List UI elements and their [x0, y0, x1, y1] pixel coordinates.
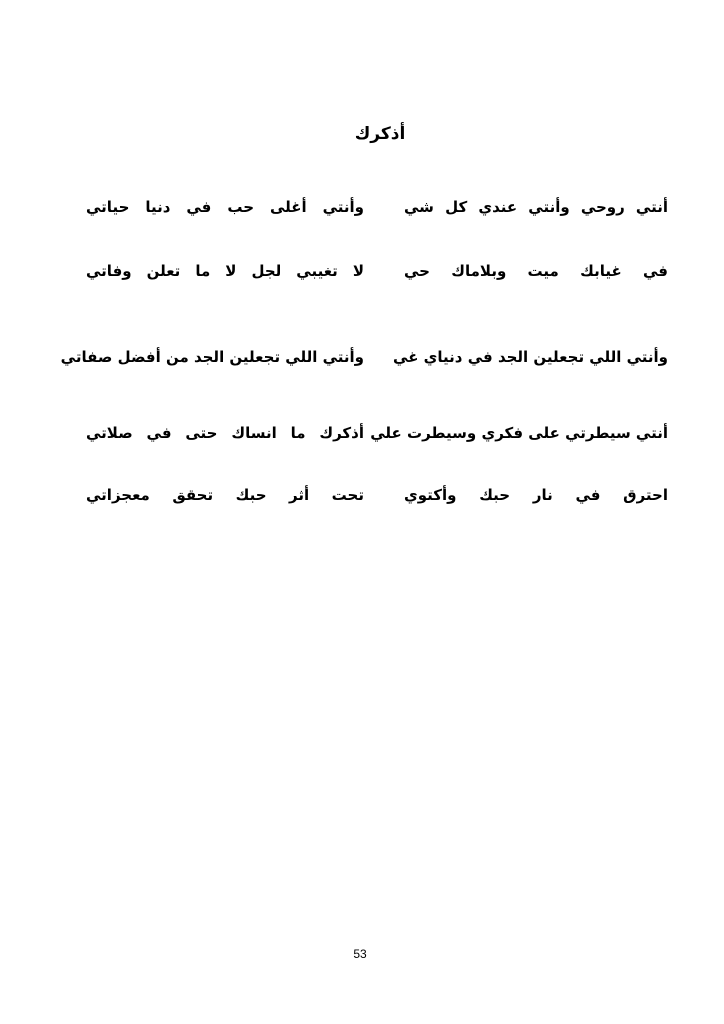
- verse-first-hemistich: أنتي روحي وأنتي عندي كل شي: [404, 198, 668, 216]
- verse-second-hemistich: أذكرك ما انساك حتى في صلاتي: [86, 424, 364, 442]
- verse-line: [60, 345, 668, 369]
- poem-title: أذكرك: [354, 124, 406, 144]
- verse-first-hemistich: أنتي سيطرتي على فكري وسيطرت علي: [370, 424, 668, 442]
- verse-second-hemistich: وأنتي أغلى حب في دنيا حياتي: [86, 198, 364, 216]
- verse-line: [86, 421, 668, 445]
- verse-second-hemistich: وأنتي اللي تجعلين الجد من أفضل صفاتي: [60, 348, 364, 366]
- verse-line: [86, 195, 668, 219]
- verse-first-hemistich: احترق في نار حبك وأكتوي: [404, 486, 668, 504]
- verse-first-hemistich: وأنتي اللي تجعلين الجد في دنياي غي: [393, 348, 668, 366]
- page-number: 53: [353, 947, 367, 961]
- verse-second-hemistich: تحت أثر حبك تحقق معجزاتي: [86, 486, 364, 504]
- verse-line: [86, 259, 668, 283]
- verse-second-hemistich: لا تغيبي لجل لا ما تعلن وفاتي: [86, 262, 364, 280]
- verse-line: [86, 483, 668, 507]
- verse-first-hemistich: في غيابك ميت وبلاماك حي: [404, 262, 668, 280]
